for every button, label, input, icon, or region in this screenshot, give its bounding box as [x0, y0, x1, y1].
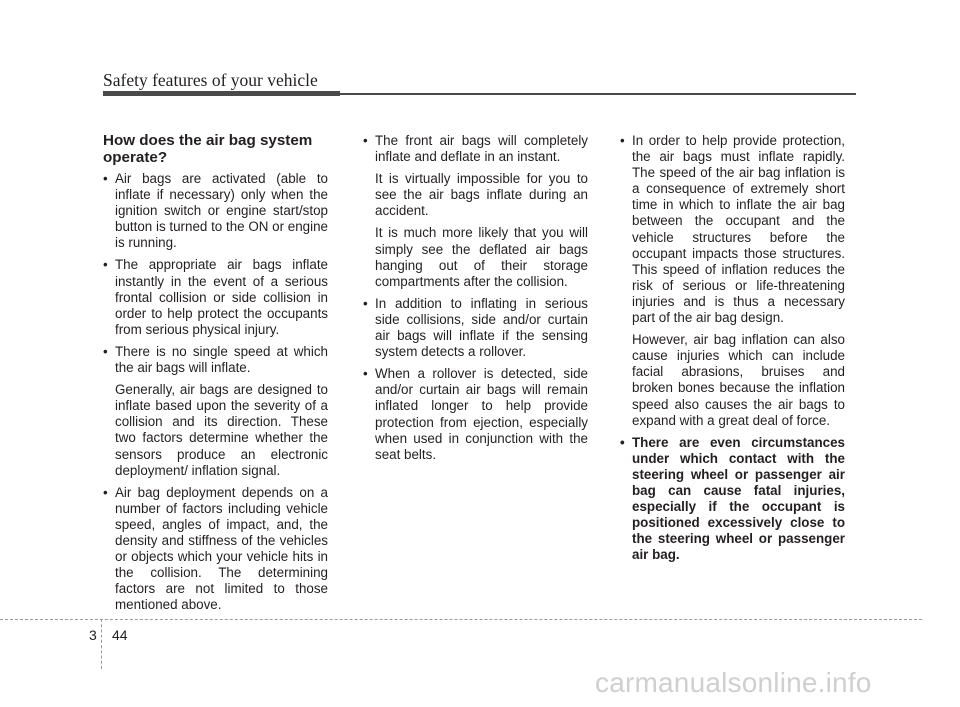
- bullet-text: The appropriate air bags inflate instantly in the event of a serious frontal collision or side collision in order to help protect the occupants from serious physical injury.: [115, 257, 328, 337]
- bullet-item: [103, 257, 328, 337]
- paragraph: It is much more likely that you will simply see the deflated air bags hanging out of their storage compartments after the collision.: [375, 225, 588, 289]
- bullet-text: In addition to inflating in serious side collisions, side and/or curtain air bags will inflate if the sensing system detects a rollover.: [375, 295, 588, 360]
- bullet-item: [620, 435, 845, 564]
- bullet-text: Air bag deployment depends on a number of factors including vehicle speed, angles of impact, and, the density and stiffness of the vehicles or objects which your vehicle hits in the collision. The determining factors are not limited to those mentioned above.: [115, 484, 328, 613]
- bullet-dot-icon: •: [103, 171, 108, 186]
- footer-divider: [0, 619, 922, 620]
- bullet-text: There is no single speed at which the air bags will inflate.: [115, 343, 328, 376]
- page-number: 44: [112, 627, 128, 643]
- bullet-dot-icon: •: [363, 366, 368, 382]
- bullet-text: In order to help provide protection, the air bags must inflate rapidly. The speed of the air bag inflation is a consequence of extremely short time in which to inflate the air bag between the occupant and the vehicle structures before the occupant impacts those structures. This speed of inflation reduces the risk of serious or life-threatening injuries and is thus a necessary part of the air bag design.: [632, 133, 845, 326]
- column-3: [620, 133, 845, 569]
- bullet-dot-icon: •: [103, 257, 108, 273]
- paragraph: However, air bag inflation can also cause injuries which can include facial abrasions, bruises and broken bones because the inflation speed also causes the air bags to expand with a great deal of force.: [632, 332, 845, 428]
- bullet-text: The front air bags will completely inflate and deflate in an instant.: [375, 133, 588, 165]
- paragraph: Generally, air bags are designed to inflate based upon the severity of a collision and its direction. These two factors determine whether the sensors produce an electronic deployment/ inflation signal.: [115, 382, 328, 478]
- chapter-number: 3: [89, 627, 97, 643]
- bullet-dot-icon: •: [620, 133, 625, 148]
- bullet-text: Air bags are activated (able to inflate if necessary) only when the ignition switch or engine start/stop button is turned to the ON or engine is running.: [115, 171, 328, 251]
- watermark: carmanualsonline.info: [595, 667, 872, 698]
- bullet-text: There are even circumstances under which contact with the steering wheel or passenger air bag can cause fatal injuries, especially if the occupant is positioned excessively close to the steering wheel or passenger air bag.: [632, 434, 845, 563]
- section-heading: How does the air bag system operate?: [103, 132, 313, 166]
- bullet-item: [363, 296, 588, 360]
- bullet-dot-icon: •: [620, 434, 625, 450]
- page-header-title: Safety features of your vehicle: [103, 70, 318, 90]
- paragraph: It is virtually impossible for you to see the air bags inflate during an accident.: [375, 171, 588, 219]
- bullet-item: [103, 171, 328, 251]
- bullet-dot-icon: •: [103, 484, 108, 500]
- header-rule-thin: [340, 93, 856, 95]
- column-2: [363, 133, 588, 469]
- header-rule-thick: [103, 91, 340, 96]
- footer-vertical-divider: [101, 619, 102, 669]
- bullet-text: When a rollover is detected, side and/or curtain air bags will remain inflated longer to help provide protection from ejection, especially when used in conjunction with the seat belts.: [375, 366, 588, 462]
- bullet-item: [363, 133, 588, 165]
- column-1: [103, 133, 328, 619]
- bullet-item: [103, 344, 328, 376]
- bullet-dot-icon: •: [363, 133, 368, 148]
- bullet-item: [103, 485, 328, 614]
- bullet-dot-icon: •: [103, 343, 108, 359]
- bullet-dot-icon: •: [363, 295, 368, 311]
- bullet-item: [620, 133, 845, 326]
- bullet-item: [363, 366, 588, 463]
